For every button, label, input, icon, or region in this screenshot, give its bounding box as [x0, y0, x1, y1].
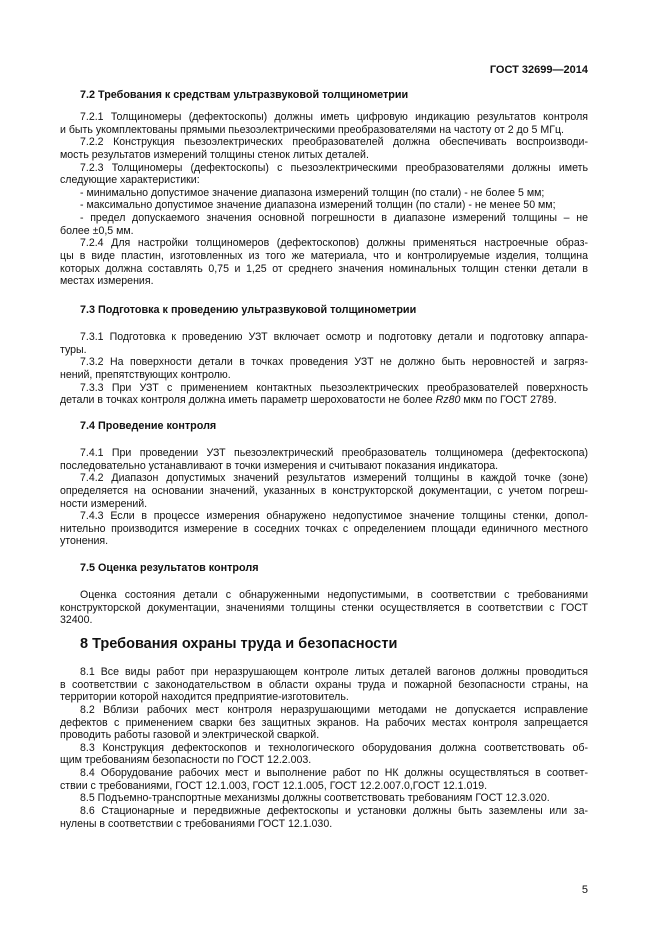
text-line: 8.1 Все виды работ при неразрушающем контроле литых деталей вагонов должны проводиться: [80, 666, 588, 678]
text-line: ности измерений.: [60, 497, 148, 510]
section-heading: 8 Требования охраны труда и безопасности: [80, 636, 398, 652]
text-line: 8.5 Подъемно-транспортные механизмы должны соответствовать требованиям ГОСТ 12.3.020.: [80, 792, 550, 805]
text-line: 7.2.1 Толщиномеры (дефектоскопы) должны иметь цифровую индикацию результатов контроля: [80, 111, 588, 123]
text-segment: мкм по ГОСТ 2789.: [460, 394, 557, 407]
text-line: - минимально допустимое значение диапазона измерений толщин (по стали) - не более 5 мм;: [80, 186, 545, 199]
section-body: [60, 111, 588, 288]
section-heading: 7.2 Требования к средствам ультразвуковой толщинометрии: [80, 89, 409, 101]
section-heading: 7.5 Оценка результатов контроля: [80, 562, 259, 574]
text-line: 7.4.2 Диапазон допустимых значений результатов измерений толщины в каждой точке (зоне): [80, 472, 588, 485]
page-number: 5: [581, 884, 588, 896]
text-line: проводить работы газовой и электрической сваркой.: [60, 729, 320, 742]
text-line: утонения.: [60, 535, 109, 548]
text-line: последовательно устанавливают в точки измерения и считывают показания индикатора.: [60, 459, 499, 472]
text-line: 7.3.3 При УЗТ с применением контактных пьезоэлектрических преобразователей поверхность: [80, 381, 588, 394]
text-line: 7.4.1 При проведении УЗТ пьезоэлектрический преобразователь толщиномера (дефектоскопа): [80, 447, 588, 459]
text-line: мость результатов измерений толщины стенок литых деталей.: [60, 148, 369, 161]
text-line: 8.3 Конструкция дефектоскопов и технологического оборудования должна соответствовать об-: [80, 741, 588, 754]
text-line: следующие характеристики:: [60, 174, 200, 187]
roughness-parameter: Rz80: [435, 394, 461, 407]
text-line: щим требованиям безопасности по ГОСТ 12.2.003.: [60, 754, 312, 767]
text-line: ствии с требованиями, ГОСТ 12.1.003, ГОСТ 12.1.005, ГОСТ 12.2.007.0,ГОСТ 12.1.019.: [60, 779, 488, 792]
text-line: - максимально допустимое значение диапазона измерений толщин (по стали) - не менее 50 мм;: [80, 199, 556, 212]
text-line: 7.2.2 Конструкция пьезоэлектрических преобразователей должна обеспечивать воспроизводи-: [80, 136, 588, 149]
document-number: ГОСТ 32699—2014: [489, 64, 588, 76]
section-body: [60, 589, 588, 627]
text-line: 7.2.3 Толщиномеры (дефектоскопы) с пьезоэлектрическими преобразователями должны иметь: [80, 161, 588, 174]
text-line: нительно производится измерение в соседних точках с определением площади единичного местного: [60, 522, 588, 535]
section-body: [60, 447, 588, 548]
text-line: которых должна составлять 0,75 и 1,25 от среднего значения номинальных толщин стенки детали в: [60, 262, 588, 275]
text-line: определяется на основании значений, указанных в конструкторской документации, с учетом погреш-: [60, 484, 588, 497]
text-line: цы в виде пластин, изготовленных из того же материала, что и контролируемые изделия, толщина: [60, 250, 588, 263]
text-segment: детали в точках контроля должна иметь параметр шероховатости не более: [60, 394, 436, 407]
text-line: 8.2 Вблизи рабочих мест контроля неразрушающими методами не допускается исправление: [80, 703, 588, 716]
text-line: 8.4 Оборудование рабочих мест и выполнение работ по НК должны осуществляться в соответ-: [80, 767, 588, 780]
text-line: - предел допускаемого значения основной погрешности в диапазоне измерений толщины – не: [80, 212, 588, 225]
text-line: туры.: [60, 343, 87, 356]
text-line: дефектов с применением сварки без защитных экранов. На рабочих местах контроля запрещается: [60, 716, 588, 729]
text-line: 7.4.3 Если в процессе измерения обнаружено недопустимое значение толщины стенки, допол-: [80, 510, 588, 523]
text-line: территории которой находится предприятие-изготовитель.: [60, 691, 349, 704]
text-line: нений, препятствующих контролю.: [60, 368, 231, 381]
text-line: в соответствии с законодательством в области охраны труда и пожарной безопасности страны, на: [60, 678, 588, 691]
text-line: [60, 394, 588, 407]
text-line: конструкторской документации, значениями толщины стенки осуществляется в соответствии с ГОСТ: [60, 601, 588, 614]
text-line: 8.6 Стационарные и передвижные дефектоскопы и установки должны быть заземлены или за-: [80, 805, 588, 818]
text-line: 7.3.2 На поверхности детали в точках проведения УЗТ не должно быть неровностей и загряз-: [80, 356, 588, 369]
text-line: 7.3.1 Подготовка к проведению УЗТ включает осмотр и подготовку детали и подготовку аппара-: [80, 331, 588, 343]
text-line: 7.2.4 Для настройки толщиномеров (дефектоскопов) должны применяться настроечные образ-: [80, 237, 588, 250]
section-heading: 7.3 Подготовка к проведению ультразвуковой толщинометрии: [80, 304, 417, 316]
text-line: нулены в соответствии с требованиями ГОСТ 12.1.030.: [60, 817, 333, 830]
text-line: Оценка состояния детали с обнаруженными недопустимыми, в соответствии с требованиями: [80, 589, 588, 601]
section-body: [60, 331, 588, 407]
text-line: 32400.: [60, 614, 93, 627]
section-heading: 7.4 Проведение контроля: [80, 420, 217, 432]
text-line: более ±0,5 мм.: [60, 224, 134, 237]
text-line: местах измерения.: [60, 275, 154, 288]
section-body: [60, 666, 588, 830]
text-line: и быть укомплектованы прямыми пьезоэлектрическими преобразователями на частоту от 2 до 5 МГц.: [60, 123, 564, 136]
